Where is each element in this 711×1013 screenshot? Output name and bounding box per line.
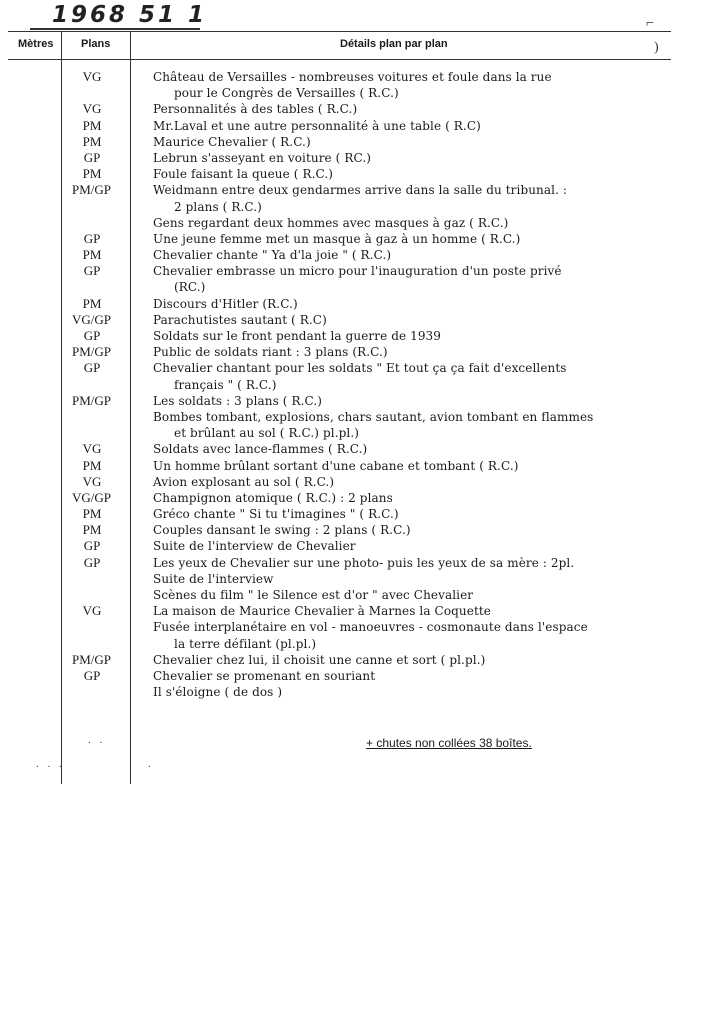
plan-type: VG: [82, 101, 102, 117]
table-row: [0, 134, 711, 150]
corner-mark: ): [654, 40, 659, 55]
shot-detail: et brûlant au sol ( R.C.) pl.pl.): [174, 426, 360, 441]
table-row: [0, 636, 711, 652]
table-row: [0, 409, 711, 425]
shot-detail: Personnalités à des tables ( R.C.): [153, 102, 358, 117]
margin-dots: .: [148, 758, 154, 770]
table-row: [0, 263, 711, 279]
plan-type: VG: [82, 69, 102, 84]
table-row: [0, 360, 711, 376]
plan-type: PM: [82, 133, 102, 149]
shot-detail: Couples dansant le swing : 2 plans ( R.C.): [153, 523, 411, 538]
table-row: [0, 555, 711, 571]
shot-detail: français " ( R.C.): [174, 377, 277, 392]
shot-detail: Lebrun s'asseyant en voiture ( RC.): [153, 150, 372, 165]
table-row: [0, 425, 711, 441]
shot-detail: Weidmann entre deux gendarmes arrive dans la salle du tribunal. :: [153, 183, 568, 198]
shot-detail: Chevalier chante " Ya d'la joie " ( R.C.): [153, 248, 392, 263]
plan-type: GP: [83, 328, 101, 343]
shot-detail: Les soldats : 3 plans ( R.C.): [153, 393, 323, 408]
table-row: [0, 69, 711, 85]
table-row: [0, 279, 711, 295]
shot-detail: Il s'éloigne ( de dos ): [153, 685, 283, 700]
plan-type: GP: [83, 538, 101, 554]
plan-type: VG: [82, 441, 102, 457]
plan-type: PM: [82, 522, 102, 538]
table-row: [0, 85, 711, 101]
shot-detail: Maurice Chevalier ( R.C.): [153, 134, 311, 149]
shot-detail: Public de soldats riant : 3 plans (R.C.): [153, 345, 388, 360]
plan-type: GP: [83, 360, 101, 376]
margin-dots: . .: [88, 734, 106, 746]
shot-detail: Gréco chante " Si tu t'imagines " ( R.C.): [153, 507, 399, 522]
shot-detail: Une jeune femme met un masque à gaz à un homme ( R.C.): [153, 231, 521, 246]
plan-type: PM/GP: [72, 651, 112, 667]
plan-type: PM: [82, 117, 102, 133]
table-row: [0, 506, 711, 522]
margin-dots: . . .: [36, 758, 65, 770]
table-row: [0, 668, 711, 684]
table-row: [0, 296, 711, 312]
table-row: [0, 458, 711, 474]
shot-detail: Chevalier chantant pour les soldats " Et tout ça ça fait d'excellents: [153, 361, 567, 376]
table-row: [0, 522, 711, 538]
plan-type: PM/GP: [72, 392, 112, 408]
shot-detail: pour le Congrès de Versailles ( R.C.): [174, 86, 399, 101]
plan-type: PM: [82, 166, 102, 182]
shot-detail: la terre défilant (pl.pl.): [174, 636, 317, 651]
shot-detail: Bombes tombant, explosions, chars sautant, avion tombant en flammes: [153, 409, 594, 424]
table-row: [0, 571, 711, 587]
plan-type: PM: [82, 295, 102, 311]
table-row: [0, 490, 711, 506]
table-row: [0, 166, 711, 182]
table-row: [0, 603, 711, 619]
table-row: [0, 215, 711, 231]
shot-detail: Parachutistes sautant ( R.C): [153, 312, 327, 327]
plan-type: PM/GP: [72, 182, 112, 198]
shot-detail: Les yeux de Chevalier sur une photo- puis les yeux de sa mère : 2pl.: [153, 555, 575, 570]
table-row: [0, 377, 711, 393]
shot-detail: La maison de Maurice Chevalier à Marnes la Coquette: [153, 604, 492, 619]
table-row: [0, 474, 711, 490]
table-row: [0, 652, 711, 668]
table-row: [0, 393, 711, 409]
header-details: Détails plan par plan: [340, 38, 448, 50]
table-row: [0, 199, 711, 215]
corner-mark: ⌐: [646, 16, 654, 31]
shot-detail: Suite de l'interview: [153, 571, 274, 586]
header-metres: Mètres: [18, 38, 54, 50]
table-row: [0, 118, 711, 134]
plan-type: PM: [82, 506, 102, 522]
table-row: [0, 619, 711, 635]
shot-detail: 2 plans ( R.C.): [174, 199, 262, 214]
table-row: [0, 328, 711, 344]
table-row: [0, 441, 711, 457]
shot-list: [0, 69, 711, 700]
shot-detail: Avion explosant au sol ( R.C.): [153, 474, 335, 489]
shot-detail: Chevalier chez lui, il choisit une canne et sort ( pl.pl.): [153, 652, 486, 667]
plan-type: PM: [82, 457, 102, 473]
plan-type: VG: [82, 473, 102, 489]
plan-type: GP: [83, 263, 101, 279]
plan-type: GP: [83, 554, 101, 570]
table-row: [0, 684, 711, 700]
table-row: [0, 247, 711, 263]
reference-underline: [30, 28, 200, 30]
table-row: [0, 344, 711, 360]
plan-type: VG/GP: [72, 489, 112, 505]
table-row: [0, 101, 711, 117]
shot-detail: Mr.Laval et une autre personnalité à une table ( R.C): [153, 118, 481, 133]
shot-detail: Champignon atomique ( R.C.) : 2 plans: [153, 490, 393, 505]
table-row: [0, 312, 711, 328]
plan-type: VG: [82, 603, 102, 619]
header-top-rule: [8, 31, 671, 32]
shot-detail: Foule faisant la queue ( R.C.): [153, 167, 334, 182]
plan-type: PM/GP: [72, 344, 112, 360]
header-plans: Plans: [81, 38, 111, 50]
shot-detail: Château de Versailles - nombreuses voitures et foule dans la rue: [153, 70, 552, 84]
header-bottom-rule: [8, 59, 671, 60]
shot-detail: Soldats sur le front pendant la guerre de 1939: [153, 329, 442, 343]
document-reference: 1968 51 1: [52, 2, 208, 28]
shot-detail: Scènes du film " le Silence est d'or " avec Chevalier: [153, 588, 474, 602]
shot-detail: Chevalier embrasse un micro pour l'inauguration d'un poste privé: [153, 264, 562, 279]
table-row: [0, 587, 711, 603]
table-row: [0, 538, 711, 554]
table-row: [0, 231, 711, 247]
plan-type: VG/GP: [72, 311, 112, 327]
shot-detail: Fusée interplanétaire en vol - manoeuvres - cosmonaute dans l'espace: [153, 620, 588, 635]
shot-detail: Suite de l'interview de Chevalier: [153, 539, 356, 554]
plan-type: PM: [82, 247, 102, 263]
plan-type: GP: [83, 149, 101, 165]
shot-detail: Gens regardant deux hommes avec masques à gaz ( R.C.): [153, 215, 509, 230]
table-row: [0, 150, 711, 166]
footer-note: + chutes non collées 38 boîtes.: [366, 736, 532, 750]
shot-detail: Soldats avec lance-flammes ( R.C.): [153, 442, 368, 457]
shot-detail: Un homme brûlant sortant d'une cabane et tombant ( R.C.): [153, 458, 519, 473]
table-row: [0, 182, 711, 198]
shot-detail: Chevalier se promenant en souriant: [153, 668, 376, 683]
shot-detail: Discours d'Hitler (R.C.): [153, 296, 298, 311]
plan-type: GP: [83, 667, 101, 683]
plan-type: GP: [83, 230, 101, 246]
shot-detail: (RC.): [174, 280, 206, 295]
